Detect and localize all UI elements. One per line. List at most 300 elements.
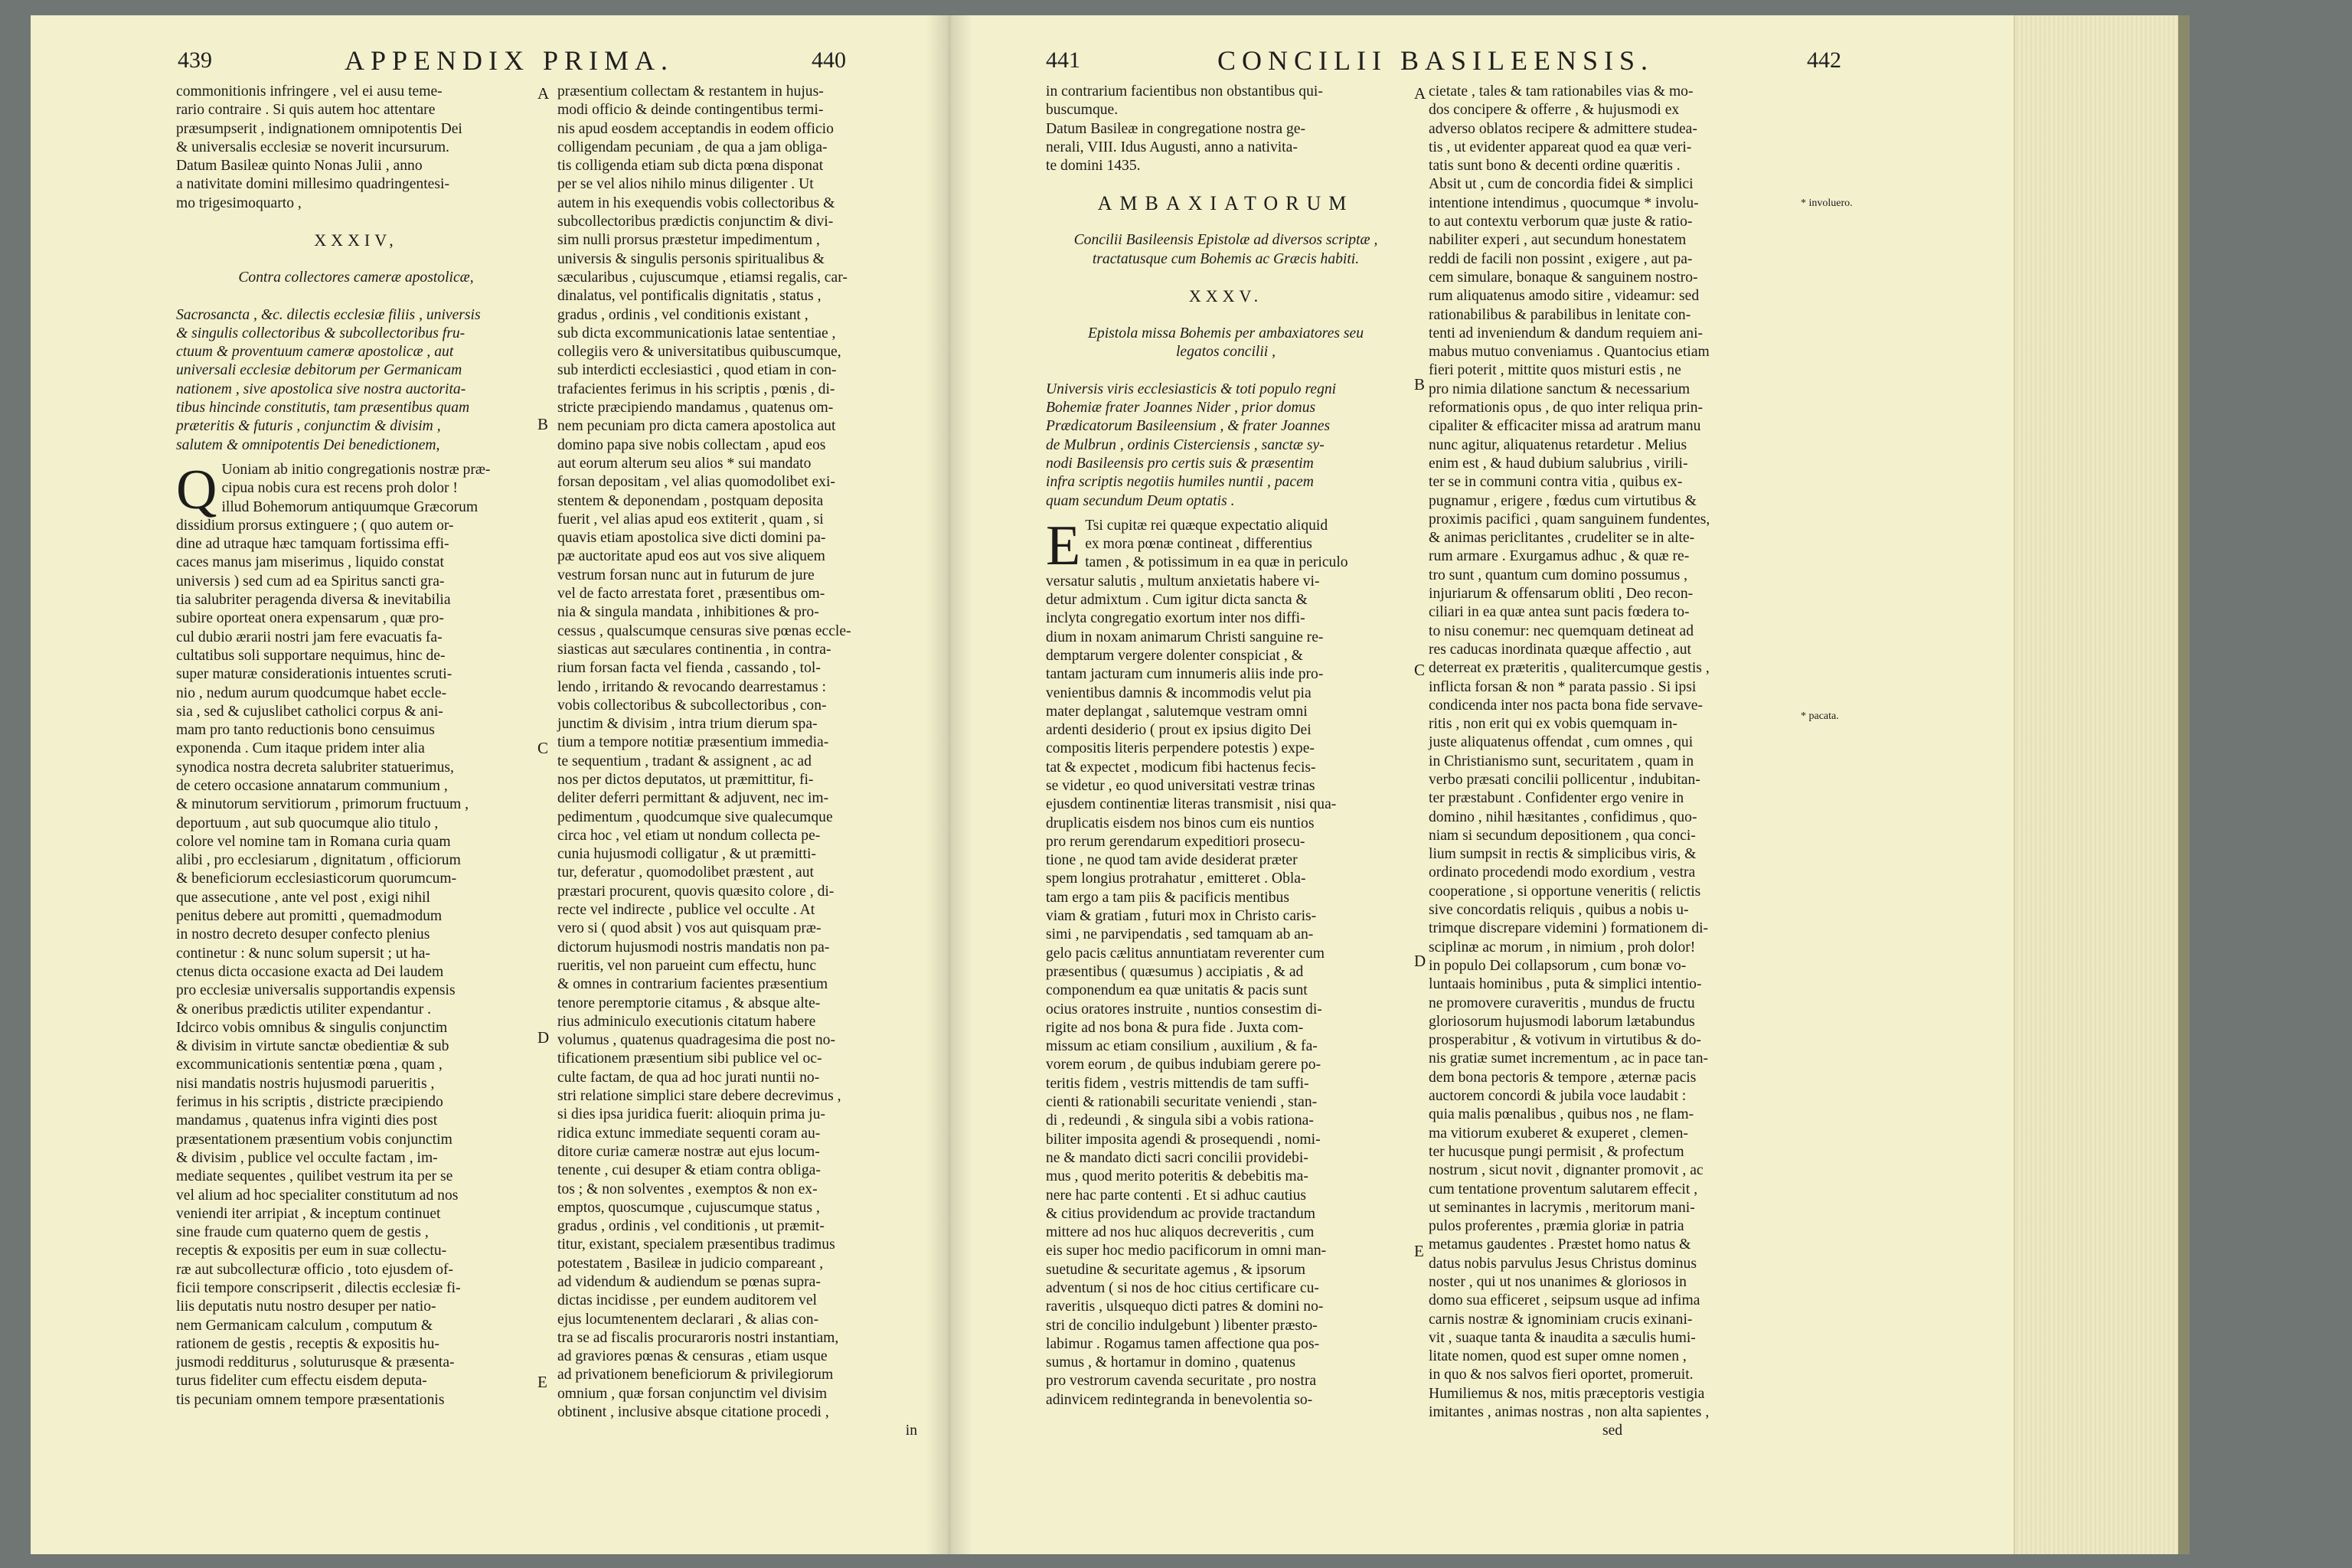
text-line: imitantes , animas nostras , non alta sapientes , bbox=[1429, 1404, 1710, 1421]
text-line: metamus gaudentes . Præstet homo natus & bbox=[1429, 1236, 1691, 1253]
text-line: colore vel nomine tam in Romana curia quam bbox=[176, 833, 451, 850]
text-line: dictas incidisse , per eundem auditorem vel bbox=[557, 1292, 817, 1309]
text-line bbox=[1046, 306, 1406, 325]
text-line: synodica nostra decreta salubriter statuerimus, bbox=[176, 759, 454, 776]
text-line: tamen , & potissimum in ea quæ in periculo bbox=[1085, 554, 1348, 571]
running-head-right: CONCILII BASILEENSIS. bbox=[1217, 45, 1654, 76]
text-line: sæcularibus , cujuscumque , etiamsi regalis, car- bbox=[557, 269, 848, 286]
text-line: quam secundum Deum optatis . bbox=[1046, 492, 1235, 509]
text-line: de Mulbrun , ordinis Cisterciensis , sanctæ sy- bbox=[1046, 436, 1325, 453]
text-line: eis super hoc medio pacificorum in omni man- bbox=[1046, 1243, 1327, 1259]
page-number-left: 441 bbox=[1046, 47, 1080, 73]
text-line: cessus , qualscumque censuras sive pœnas eccle- bbox=[557, 622, 851, 639]
text-line: nem Germanicam calculum , computum & bbox=[176, 1317, 433, 1334]
right-page bbox=[972, 15, 2014, 1554]
text-line: cipaliter & efficaciter missa ad aratrum manu bbox=[1429, 418, 1701, 435]
text-line: præsumpserit , indignationem omnipotentis Dei bbox=[176, 120, 462, 137]
text-line: mo trigesimoquarto , bbox=[176, 194, 302, 211]
text-line: niam si secundum depositionem , qua conci- bbox=[1429, 827, 1696, 844]
text-line: volumus , quatenus quadragesima die post no- bbox=[557, 1032, 835, 1049]
text-line: ter præstabunt . Confidenter ergo venire in bbox=[1429, 790, 1684, 807]
text-line: gloriosorum hujusmodi laborum lætabundus bbox=[1429, 1013, 1695, 1030]
text-line: potestatem , Basileæ in judicio compareant , bbox=[557, 1255, 824, 1272]
text-line: injuriarum & offensarum obliti , Deo recon- bbox=[1429, 586, 1694, 603]
text-line: adventum ( si nos de hoc citius certificare cu- bbox=[1046, 1280, 1319, 1296]
text-line: noster , qui ut nos unanimes & gloriosos in bbox=[1429, 1274, 1687, 1290]
text-line bbox=[1046, 361, 1406, 380]
text-line: de cetero occasione annatarum communium , bbox=[176, 777, 448, 794]
text-line: nerali, VIII. Idus Augusti, anno a nativita- bbox=[1046, 139, 1298, 155]
text-line: mabus mutuo conveniamus . Quantocius etiam bbox=[1429, 344, 1710, 361]
text-line bbox=[176, 250, 536, 269]
text-line: fieri poterit , mittite quos misturi estis , ne bbox=[1429, 362, 1681, 379]
text-line: omnium , quæ forsan conjunctim vel divisim bbox=[557, 1385, 828, 1402]
text-line: pugnamur , erigere , fœdus cum virtutibus & bbox=[1429, 492, 1697, 509]
text-line: ne & mandato dicti sacri concilii providebi- bbox=[1046, 1149, 1308, 1166]
text-line: auctorem concordi & jubila voce laudabit : bbox=[1429, 1088, 1687, 1105]
text-line: in populo Dei collapsorum , cum bonæ vo- bbox=[1429, 957, 1687, 974]
text-line: druplicatis eisdem nos binos cum eis nuntios bbox=[1046, 815, 1315, 831]
text-line: mediate sequentes , quilibet vestrum ita per se bbox=[176, 1168, 453, 1185]
text-line: gelo pacis cælitus annuntiatam reverenter cum bbox=[1046, 945, 1325, 962]
text-line: junctim & divisim , intra trium dierum spa- bbox=[557, 716, 818, 733]
text-line: sia , sed & cujuslibet catholici corpus & ani- bbox=[176, 703, 443, 720]
text-line: ridica extunc immediate sequenti coram au- bbox=[557, 1125, 821, 1142]
text-line: cienti & rationabili securitate veniendi , stan- bbox=[1046, 1094, 1318, 1111]
text-line: circa hoc , vel etiam ut nondum collecta pe- bbox=[557, 827, 821, 844]
text-line: & beneficiorum ecclesiasticorum quorumcum- bbox=[176, 871, 457, 887]
section-body bbox=[1046, 514, 1406, 1410]
text-line: ardenti desiderio ( prout ex ipsius digito Dei bbox=[1046, 722, 1312, 739]
text-line: que assecutione , ante vel post , exigi nihil bbox=[176, 889, 430, 906]
text-line: rum armare . Exurgamus adhuc , & quæ re- bbox=[1429, 548, 1690, 565]
text-line: siasticas aut sæculares continentia , in contra- bbox=[557, 641, 831, 658]
text-line: recte vel indirecte , publice vel occulte . At bbox=[557, 902, 815, 919]
text-line: nos per dictos deputatos, ut præmittitur, fi- bbox=[557, 771, 814, 788]
text-line: demptarum vergere dolenter conspiciat , & bbox=[1046, 647, 1303, 664]
section-marker-c: C bbox=[1414, 661, 1426, 679]
text-line: ejus locumtenentem declarari , & alias con- bbox=[557, 1311, 819, 1328]
text-line: rueritis, vel non parueint cum effectu, hunc bbox=[557, 957, 817, 974]
text-line: tione , ne quod tam avide desiderat præter bbox=[1046, 852, 1298, 869]
text-line: mittere ad nos huc aliquos decreveritis , cum bbox=[1046, 1224, 1315, 1241]
section-marker-d: D bbox=[1414, 952, 1426, 970]
text-line: Datum Basileæ quinto Nonas Julii , anno bbox=[176, 158, 423, 175]
text-line: Idcirco vobis omnibus & singulis conjunctim bbox=[176, 1019, 448, 1036]
text-line: rationem de gestis , receptis & expositis hu- bbox=[176, 1335, 439, 1352]
text-line: præstari procurent, quovis quæsito colore , di- bbox=[557, 883, 835, 900]
text-line: cem simulare, bonaque & sanguinem nostro- bbox=[1429, 269, 1698, 286]
text-line: nem pecuniam pro dicta camera apostolica aut bbox=[557, 418, 836, 435]
text-line: tis colligenda etiam sub dicta pœna disponat bbox=[557, 158, 824, 175]
text-line: ne promovere curaveritis , mundus de fructu bbox=[1429, 995, 1695, 1011]
text-line: enim est , & haud dubium salubrius , virili- bbox=[1429, 455, 1688, 472]
text-line: universis ) sed cum ad ea Spiritus sancti gra- bbox=[176, 573, 445, 590]
text-line: cul dubio ærarii nostri jam fere evacuatis fa- bbox=[176, 629, 443, 645]
text-line: luntaais hominibus , puta & simplici intentio- bbox=[1429, 976, 1702, 993]
text-line: reformationis opus , de quo inter reliqua prin- bbox=[1429, 400, 1704, 416]
text-line: præsentibus ( quæsumus ) accipiatis , & ad bbox=[1046, 963, 1304, 980]
book-spread bbox=[31, 15, 2171, 1554]
text-line: domo sua efficeret , seipsum usque ad infima bbox=[1429, 1292, 1700, 1309]
text-line: præteritis & futuris , conjunctim & divisim , bbox=[176, 418, 441, 435]
text-line: ocius oratores instruite , nuntios consestim di- bbox=[1046, 1001, 1322, 1018]
text-line: & citius providendum ac provide tractandum bbox=[1046, 1205, 1316, 1222]
text-line: universali ecclesiæ debitorum per Germanicam bbox=[176, 362, 462, 379]
text-line: sciplinæ ac morum , in nimium , proh dolor! bbox=[1429, 939, 1696, 956]
text-line: tia salubriter peragenda diversa & inevitabilia bbox=[176, 592, 451, 609]
text-line: detur admixtum . Cum igitur dicta sancta & bbox=[1046, 592, 1308, 609]
text-line: nis apud eosdem acceptandis in eodem officio bbox=[557, 120, 834, 137]
book-cover-edge bbox=[2178, 15, 2190, 1554]
text-line: commonitionis infringere , vel ei ausu teme- bbox=[176, 83, 443, 100]
text-line: autem in his exequendis vobis collectoribus & bbox=[557, 194, 835, 211]
text-line: ejusdem continentiæ literas transmisit , nisi qua- bbox=[1046, 796, 1337, 813]
text-line: per se vel alios nihilo minus diligenter . Ut bbox=[557, 176, 814, 193]
text-line: cultatibus soli supportare nequimus, hinc de- bbox=[176, 647, 446, 664]
text-line: buscumque. bbox=[1046, 102, 1119, 119]
text-line: Bohemiæ frater Joannes Nider , prior domus bbox=[1046, 400, 1316, 416]
text-line: vobis collectoribus & subcollectoribus , con- bbox=[557, 697, 827, 714]
text-line: tificationem præsentium sibi publice vel oc- bbox=[557, 1050, 822, 1067]
text-line: pro rerum gerendarum expeditiori prosecu- bbox=[1046, 833, 1305, 850]
text-line: deterreat ex præteritis , qualitercumque gestis , bbox=[1429, 660, 1710, 677]
text-line: trafacientes ferimus in his scriptis , pœnis , di- bbox=[557, 381, 835, 397]
running-head-left: APPENDIX PRIMA. bbox=[345, 45, 675, 76]
text-line: ad privationem beneficiorum & privilegiorum bbox=[557, 1367, 834, 1383]
text-line: venientibus damnis & incommodis velut pia bbox=[1046, 684, 1312, 701]
text-line: XXXIV, bbox=[314, 230, 398, 250]
margin-note-pacata: * pacata. bbox=[1801, 710, 1839, 722]
text-line: proximis pacifici , quam sanguinem fundentes, bbox=[1429, 511, 1710, 528]
text-line: sine fraude cum quaterno quem de gestis , bbox=[176, 1224, 429, 1241]
text-line: sub dicta excommunicationis latae sententiae , bbox=[557, 325, 836, 341]
text-line: alibi , pro ecclesiarum , dignitatum , officiorum bbox=[176, 852, 461, 869]
text-line: verbo præsati concilii pollicentur , indubitan- bbox=[1429, 771, 1700, 788]
text-line: tibus hincinde constitutis, tam præsentibus quam bbox=[176, 400, 470, 416]
text-line: cipua nobis cura est recens proh dolor ! bbox=[221, 480, 458, 497]
text-line: titur, existant, specialem præsentibus tradimus bbox=[557, 1236, 835, 1253]
text-line: & animas periclitantes , crudeliter se in alte- bbox=[1429, 530, 1695, 547]
text-line: ad graviores pœnas & censuras , etiam usque bbox=[557, 1348, 828, 1365]
text-line: cooperatione , si opportune veneritis ( relictis bbox=[1429, 883, 1701, 900]
text-line: pro ecclesiæ universalis supportandis expensis bbox=[176, 982, 456, 999]
text-line: tis , ut evidenter appareat quod ea quæ veri- bbox=[1429, 139, 1692, 155]
text-line: excommunicationis sententiæ pœna , quam , bbox=[176, 1057, 443, 1073]
text-line: stri relatione simplici stare debere decrevimus , bbox=[557, 1088, 841, 1105]
text-line: ma vitiorum exuberet & exuperet , clemen- bbox=[1429, 1125, 1688, 1142]
text-line: intentione intendimus , quocumque * involu- bbox=[1429, 194, 1699, 211]
right-column-2 bbox=[1429, 83, 1796, 1441]
text-line: mater deplangat , salutemque vestram omni bbox=[1046, 703, 1308, 720]
section-marker-e: E bbox=[537, 1373, 547, 1391]
text-line: Prædicatorum Basileensium , & frater Joannes bbox=[1046, 418, 1331, 435]
text-line: stri de concilio indulgebunt ) libenter præsto- bbox=[1046, 1317, 1318, 1334]
text-line: nostrum , sicut novit , dignanter promovit , ac bbox=[1429, 1162, 1704, 1179]
margin-note-involuero: * involuero. bbox=[1801, 198, 1853, 209]
text-line: sub interdicti ecclesiastici , quod etiam in con- bbox=[557, 362, 837, 379]
text-line: ficii tempore conscripserit , dilectis ecclesiæ fi- bbox=[176, 1280, 461, 1296]
text-line: se videtur , eo quod universitati vestræ trinas bbox=[1046, 777, 1315, 794]
text-line: ter se in communi contra vitia , quibus ex- bbox=[1429, 474, 1683, 491]
text-line: to nisu conemur: nec quemquam detineat ad bbox=[1429, 622, 1694, 639]
text-line: liis deputatis nutu nostro desuper per natio- bbox=[176, 1298, 436, 1315]
text-line: pro vestrorum cavenda securitate , pro nostra bbox=[1046, 1373, 1317, 1390]
text-line: pæ auctoritate apud eos aut vos sive aliquem bbox=[557, 548, 825, 565]
text-line: vero si ( quod absit ) vos aut quisquam præ- bbox=[557, 920, 822, 937]
text-line: ritis , non erit qui ex vobis quemquam in- bbox=[1429, 716, 1677, 733]
text-line: tractatusque cum Bohemis ac Græcis habiti. bbox=[1092, 250, 1360, 267]
text-line: legatos concilii , bbox=[1175, 344, 1276, 361]
text-line: rium forsan facta vel fienda , cassando , tol- bbox=[557, 660, 821, 677]
text-line: ad videndum & audiendum se pœnas supra- bbox=[557, 1274, 821, 1290]
text-line: & oneribus prædictis utiliter expendantur . bbox=[176, 1001, 432, 1018]
text-line: rationabilibus & parabilibus in lenitate con- bbox=[1429, 306, 1691, 323]
section-marker-a: A bbox=[1414, 84, 1426, 103]
text-line: emptos, quoscumque , cujuscumque status , bbox=[557, 1199, 820, 1216]
text-line: vit , suaque tanta & inaudita a sæculis humi- bbox=[1429, 1329, 1696, 1346]
text-line: deliter deferri permittant & adjuvent, nec im- bbox=[557, 790, 829, 807]
text-line: & singulis collectoribus & subcollectoribus fru- bbox=[176, 325, 466, 341]
text-line bbox=[176, 287, 536, 305]
text-line: nere hac parte contenti . Et si adhuc cautius bbox=[1046, 1187, 1307, 1204]
text-line: stricte præcipiendo mandamus , quatenus om- bbox=[557, 400, 834, 416]
text-line: subire oporteat onera expensarum , quæ pro- bbox=[176, 610, 444, 627]
text-line bbox=[1046, 213, 1406, 231]
text-line: cietate , tales & tam rationabiles vias & mo- bbox=[1429, 83, 1694, 100]
section-marker-b: B bbox=[537, 415, 549, 433]
text-line: ciliari in ea quæ antea sunt pacis fœdera to- bbox=[1429, 604, 1690, 621]
right-column-1 bbox=[1046, 83, 1406, 1410]
text-line: & omnes in contrarium facientes præsentium bbox=[557, 976, 828, 993]
text-line: vestrum forsan nunc aut in futurum de jure bbox=[557, 567, 815, 583]
text-line: teritis fidem , vestris mittendis de tam suffi- bbox=[1046, 1075, 1309, 1092]
text-line: tium a tempore notitiæ præsentium immedia- bbox=[557, 734, 829, 751]
text-line: si dies ipsa juridica fuerit: alioquin prima ju- bbox=[557, 1106, 825, 1123]
text-line: dissidium prorsus extinguere ; ( quo autem or- bbox=[176, 517, 454, 534]
text-line: gradus , ordinis , vel conditionis , ut præmit- bbox=[557, 1218, 825, 1235]
text-line: labimur . Rogamus tamen affectione qua pos- bbox=[1046, 1335, 1320, 1352]
text-line: te domini 1435. bbox=[1046, 158, 1141, 175]
text-line: stentem & deponendam , postquam deposita bbox=[557, 492, 824, 509]
text-line: turus fideliter cum effectu eisdem deputa- bbox=[176, 1373, 427, 1390]
text-line: tenente , cui desuper & etiam contra obliga- bbox=[557, 1162, 821, 1179]
text-line: gradus , ordinis , vel conditionis existant , bbox=[557, 306, 808, 323]
text-line: cunia hujusmodi colligatur , & ut præmitti- bbox=[557, 846, 816, 863]
text-line: præsentium collectam & restantem in hujus- bbox=[557, 83, 824, 100]
text-line: tenore peremptorie citamus , & absque alte- bbox=[557, 995, 821, 1011]
section-marker-d: D bbox=[537, 1028, 550, 1047]
page-number-right: 440 bbox=[812, 47, 846, 73]
text-line: dine ad utraque hæc tamquam fortissima effi- bbox=[176, 536, 449, 553]
section-marker-a: A bbox=[537, 84, 550, 103]
text-line: dinalatus, vel pontificalis dignitatis , status , bbox=[557, 288, 822, 305]
text-line: pro nimia dilatione sanctum & necessarium bbox=[1429, 381, 1690, 397]
text-line: inflicta forsan & non * parata passio . Si ipsi bbox=[1429, 678, 1697, 695]
text-line: infra scriptis negotiis humiles nuntii , pacem bbox=[1046, 474, 1314, 491]
page-edges bbox=[2014, 15, 2180, 1554]
text-line: receptis & expositis per eum in suæ collectu- bbox=[176, 1243, 447, 1259]
text-line: Datum Basileæ in congregatione nostra ge- bbox=[1046, 120, 1305, 137]
text-line: nis gratiæ sumet incrementum , ac in pace tan- bbox=[1429, 1050, 1709, 1067]
text-line: nodi Basileensis pro certis suis & præsentim bbox=[1046, 455, 1314, 472]
text-line: lium sumpsit in rectis & simplicibus viris, & bbox=[1429, 846, 1697, 863]
text-line: tis pecuniam omnem tempore præsentationis bbox=[176, 1391, 445, 1408]
text-line: to aut contextu verborum quæ juste & ratio- bbox=[1429, 214, 1693, 230]
text-line: juste aliquatenus offendat , cum omnes , qui bbox=[1429, 734, 1694, 751]
text-line: ræ aut subcollecturæ officio , toto ejusdem of- bbox=[176, 1261, 454, 1278]
text-line: in nostro decreto desuper confecto plenius bbox=[176, 926, 430, 943]
text-line: sive concordatis reliquis , quibus a nobis u- bbox=[1429, 902, 1689, 919]
text-line: rius adminiculo executionis citatum habere bbox=[557, 1013, 816, 1030]
section-marker-e: E bbox=[1414, 1242, 1424, 1260]
text-line: suetudine & securitate agemus , & ipsorum bbox=[1046, 1261, 1306, 1278]
page-number-left: 439 bbox=[178, 47, 212, 73]
text-line: Tsi cupitæ rei quæque expectatio aliquid bbox=[1085, 517, 1328, 534]
text-line: datus nobis parvulus Jesus Christus dominus bbox=[1429, 1255, 1697, 1272]
section-body bbox=[176, 458, 536, 1410]
text-line: collegiis vero & universitatibus quibuscumque, bbox=[557, 344, 841, 361]
text-line: ctuum & proventuum cameræ apostolicæ , aut bbox=[176, 344, 454, 361]
text-line: Absit ut , cum de concordia fidei & simplici bbox=[1429, 176, 1694, 193]
text-line: quavis etiam apostolica sive dicti domini pa- bbox=[557, 530, 826, 547]
text-line: ferimus in his scriptis , districte præcipiendo bbox=[176, 1094, 443, 1111]
text-line: rigite ad nos bona & pura fide . Juxta com- bbox=[1046, 1019, 1304, 1036]
text-line: missum ac etiam consilium , auxilium , & fa- bbox=[1046, 1038, 1318, 1055]
text-line: Contra collectores cameræ apostolicæ, bbox=[238, 269, 474, 286]
left-page bbox=[31, 15, 926, 1554]
text-line: compositis literis perpendere potestis ) expe- bbox=[1046, 740, 1315, 757]
text-line: dem bona pectoris & tempore , æternæ pacis bbox=[1429, 1069, 1697, 1086]
text-line: culte factam, de qua ad hoc jurati nuntii no- bbox=[557, 1069, 820, 1086]
text-line: trimque discrepare videmini ) formationem di- bbox=[1429, 920, 1709, 937]
text-line: tantam jacturam cum innumeris aliis inde pro- bbox=[1046, 666, 1324, 683]
text-line: forsan depositam , vel alias quomodolibet exi- bbox=[557, 474, 835, 491]
text-line: dictorum hujusmodi nostris mandatis non pa- bbox=[557, 939, 830, 956]
left-column-2 bbox=[557, 83, 917, 1441]
text-line: nabiliter experi , aut secundum honestatem bbox=[1429, 232, 1687, 249]
text-line: continetur : & nunc solum supersit ; ut ha- bbox=[176, 945, 430, 962]
text-line: obtinent , inclusive absque citatione procedi , bbox=[557, 1404, 829, 1421]
text-line: penitus debere aut promitti , quemadmodum bbox=[176, 908, 443, 925]
text-line: rario contraire . Si quis autem hoc attentare bbox=[176, 102, 436, 119]
text-line: rum aliquatenus amodo sitire , videamur: sed bbox=[1429, 288, 1700, 305]
text-line: in quo & nos salvos fieri oportet, promeruit. bbox=[1429, 1367, 1694, 1383]
text-line: dium in noxam animarum Christi sanguine re- bbox=[1046, 629, 1324, 645]
text-line: & divisim , publice vel occulte factam , im- bbox=[176, 1149, 438, 1166]
text-line: ter hucusque pungi permisit , & profectum bbox=[1429, 1143, 1684, 1160]
text-line: raveritis , ulsquequo dicti patres & domini no- bbox=[1046, 1298, 1324, 1315]
text-line: sumus , & hortamur in domino , quatenus bbox=[1046, 1354, 1295, 1371]
text-line: a nativitate domini millesimo quadringentesi- bbox=[176, 176, 449, 193]
text-line: vel alium ad hoc specialiter constitutum ad nos bbox=[176, 1187, 459, 1204]
text-line: ut seminantes in lacrymis , meritorum mani- bbox=[1429, 1199, 1695, 1216]
section-marker-b: B bbox=[1414, 375, 1426, 394]
text-line: nia & singula mandata , inhibitiones & pro- bbox=[557, 604, 819, 621]
text-line: Sacrosancta , &c. dilectis ecclesiæ filiis , universis bbox=[176, 306, 481, 323]
text-line: super maturæ considerationis intuentes scruti- bbox=[176, 666, 452, 683]
text-line: tro sunt , quantum cum domino possumus , bbox=[1429, 567, 1687, 583]
text-line: veniendi iter arripiat , & inceptum continuet bbox=[176, 1205, 441, 1222]
text-line: di , redeundi , & singula sibi a vobis rationa- bbox=[1046, 1112, 1314, 1129]
text-line: vorem eorum , de quibus indubiam gerere po- bbox=[1046, 1057, 1321, 1073]
text-line: ditore curiæ cameræ nostræ aut ejus locum- bbox=[557, 1143, 820, 1160]
left-column-1 bbox=[176, 83, 536, 1410]
text-line: ctenus dicta occasione exacta ad Dei laudem bbox=[176, 963, 444, 980]
text-line: lendo , irritando & revocando dearrestamus : bbox=[557, 678, 826, 695]
drop-cap: E bbox=[1046, 514, 1081, 577]
section-marker-c: C bbox=[537, 739, 549, 757]
text-line: exponenda . Cum itaque pridem inter alia bbox=[176, 740, 425, 757]
text-line: subcollectoribus prædictis conjunctim & divi- bbox=[557, 214, 834, 230]
text-line: sim nulli prorsus præstetur impedimentum , bbox=[557, 232, 820, 249]
text-line: adinvicem redintegranda in benevolentia so- bbox=[1046, 1391, 1313, 1408]
text-line: tatis sunt bono & decenti ordine quæritis . bbox=[1429, 158, 1681, 175]
text-line: tam ergo a tam piis & pacificis mentibus bbox=[1046, 889, 1289, 906]
text-line: Uoniam ab initio congregationis nostræ præ- bbox=[221, 461, 491, 478]
text-line: modi officio & deinde contingentibus termi- bbox=[557, 102, 824, 119]
text-line: domino , nihil hæsitantes , confidimus , quo- bbox=[1429, 808, 1697, 825]
text-line: te sequentium , tradant & assignent , ac ad bbox=[557, 753, 812, 769]
text-line: inclyta congregatio exortum inter nos diffi- bbox=[1046, 610, 1305, 627]
text-line: simi , ne parvipendatis , sed tamquam ab an- bbox=[1046, 926, 1314, 943]
text-line: & universalis ecclesiæ se noverit incursurum. bbox=[176, 139, 449, 155]
text-line: spem longius protrahatur , emitteret . Obla- bbox=[1046, 871, 1306, 887]
text-line: tenti ad inveniendum & dandum requiem ani- bbox=[1429, 325, 1704, 341]
text-line: nationem , sive apostolica sive nostra auctorita- bbox=[176, 381, 466, 397]
text-line: nio , nedum aurum quodcumque habet eccle- bbox=[176, 684, 447, 701]
text-line: nunc agitur, aliquatenus retardetur . Melius bbox=[1429, 436, 1687, 453]
text-line: & divisim in virtute sanctæ obedientiæ & sub bbox=[176, 1038, 449, 1055]
text-line: tos ; & non solventes , exemptos & non ex- bbox=[557, 1181, 818, 1197]
text-line: mandamus , quatenus infra viginti dies post bbox=[176, 1112, 438, 1129]
text-line: AMBAXIATORUM bbox=[1097, 191, 1354, 214]
text-line: carnis nostræ & ignominiam crucis exinani- bbox=[1429, 1311, 1693, 1328]
text-line: res caducas inordinata quæque affectio , aut bbox=[1429, 641, 1691, 658]
gutter bbox=[926, 15, 972, 1554]
text-line bbox=[1046, 269, 1406, 287]
text-line bbox=[176, 213, 536, 231]
text-line: caces manus jam miserimus , liquido constat bbox=[176, 554, 444, 571]
text-line: deportuum , aut sub quocumque alio titulo , bbox=[176, 815, 439, 831]
text-line: jusmodi redditurus , soluturusque & præsenta- bbox=[176, 1354, 455, 1371]
text-line: versatur salutis , multum anxietatis habere vi- bbox=[1046, 573, 1320, 590]
text-line: Epistola missa Bohemis per ambaxiatores seu bbox=[1087, 325, 1364, 341]
text-line: condicenda inter nos pacta bona fide servave- bbox=[1429, 697, 1703, 714]
text-line: ex mora pœnæ contineat , differentius bbox=[1085, 536, 1312, 553]
text-line: in bbox=[905, 1423, 917, 1439]
text-line: vel de facto arrestata foret , præsentibus om- bbox=[557, 586, 825, 603]
text-line: in contrarium facientibus non obstantibus qui- bbox=[1046, 83, 1323, 100]
text-line: colligendam pecuniam , de qua a jam obliga- bbox=[557, 139, 828, 155]
text-line: in Christianismo sunt, securitatem , quam in bbox=[1429, 753, 1694, 769]
text-line: mus , quod merito poteritis & debebitis ma- bbox=[1046, 1168, 1308, 1185]
text-line: Humiliemus & nos, mitis præceptoris vestigia bbox=[1429, 1385, 1705, 1402]
text-line: reddi de facili non possint , exigere , aut pa- bbox=[1429, 250, 1693, 267]
text-line: ordinato procedendi modo exordium , vestra bbox=[1429, 864, 1696, 881]
text-line: cum tentatione proventum salutarem effecit , bbox=[1429, 1181, 1698, 1197]
text-line: tur, deferatur , quomodolibet præstent , aut bbox=[557, 864, 814, 881]
text-line: præsentationem præsentium vobis conjunctim bbox=[176, 1131, 452, 1148]
text-line: prosperabitur , & votivum in virtutibus & do- bbox=[1429, 1032, 1701, 1049]
text-line: viam & gratiam , futuri mox in Christo caris- bbox=[1046, 908, 1317, 925]
text-line: biliter imposita agendi & prosequendi , nomi- bbox=[1046, 1131, 1321, 1148]
text-line: XXXV. bbox=[1188, 286, 1263, 306]
text-line: sed bbox=[1602, 1423, 1623, 1439]
text-line: mam pro tanto reductionis bono censuimus bbox=[176, 722, 435, 739]
text-line: nisi mandatis nostris hujusmodi parueritis , bbox=[176, 1075, 435, 1092]
text-line: componendum ea quæ unitatis & pacis sunt bbox=[1046, 982, 1308, 999]
